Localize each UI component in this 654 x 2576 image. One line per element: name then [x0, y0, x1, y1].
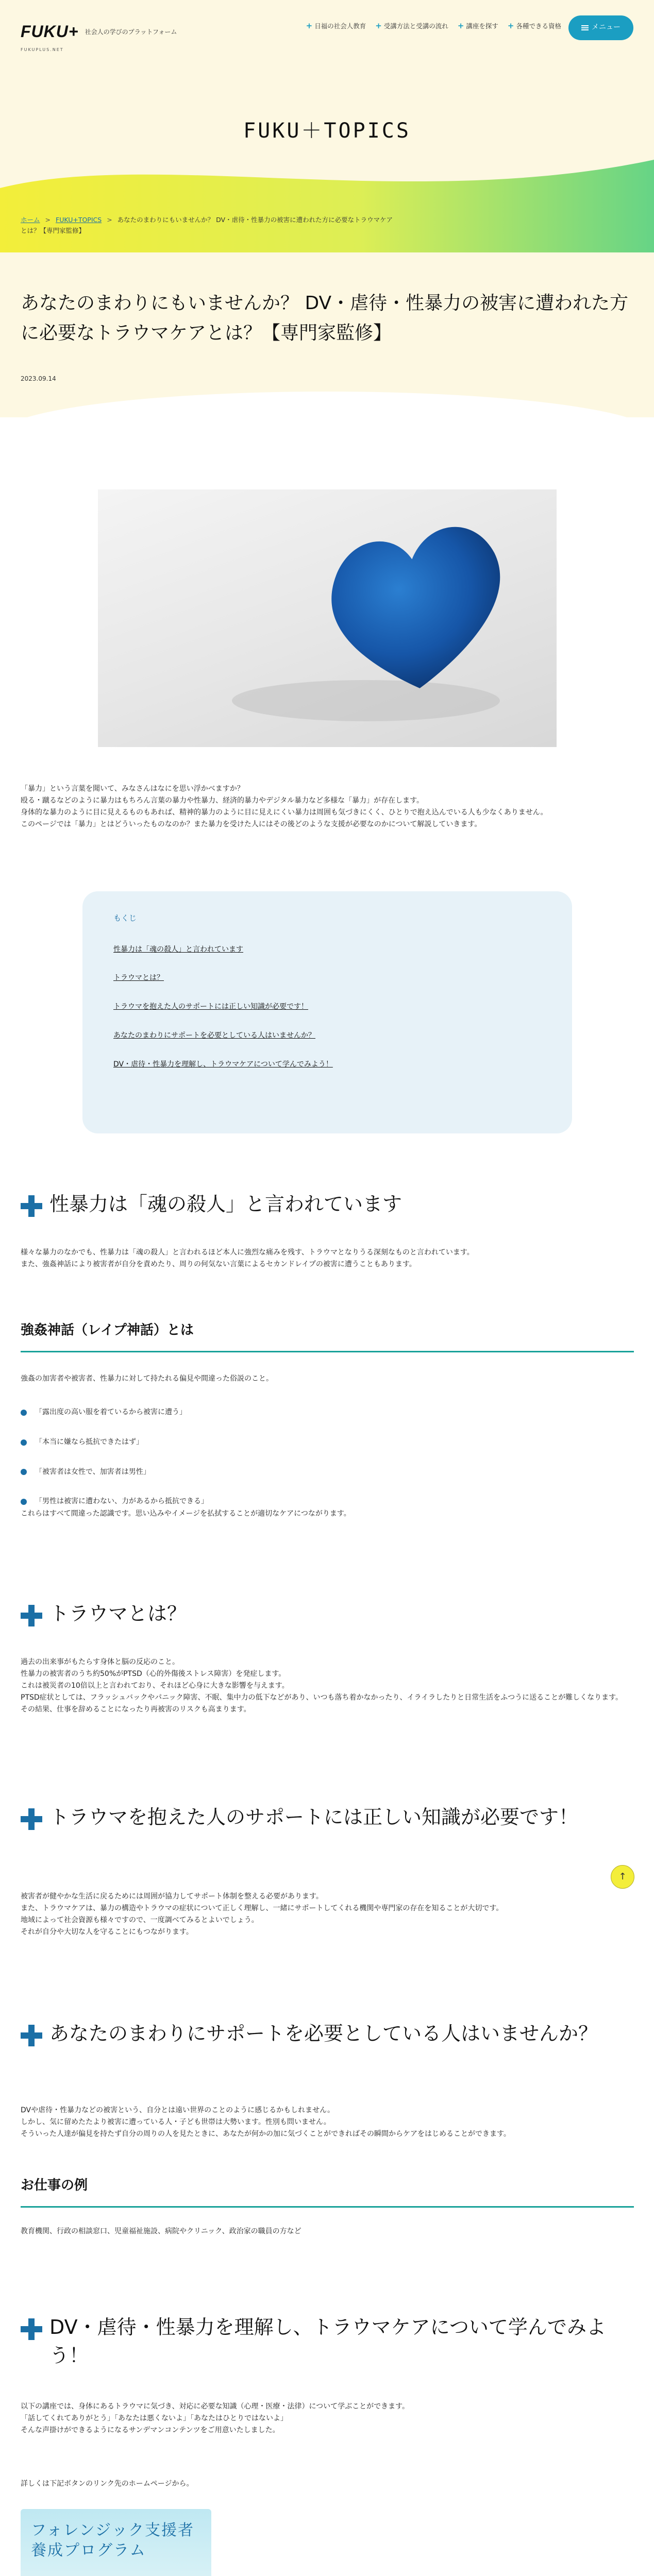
menu-button[interactable] [568, 15, 633, 40]
section-text [21, 1656, 634, 1716]
paragraph: そういった人達が偏見を持たず自分の周りの人を見たときに、あなたが何かの加に気づくことができればその瞬間からケアをはじめることができます。 [21, 2130, 511, 2139]
paragraph: 過去の出来事がもたらす身体と脳の反応のこと。 [21, 1658, 179, 1666]
section-heading-sexual-violence [21, 1190, 634, 1218]
plus-icon [21, 1808, 42, 1830]
plus-icon: + [306, 21, 313, 30]
bullet-icon [21, 1469, 27, 1475]
paragraph: そんな声掛けができるようになるサンデマンコンテンツをご用意いたしました。 [21, 2426, 280, 2435]
nav-item-label: 日福の社会人教育 [314, 22, 366, 30]
nav-item-how-to[interactable] [375, 20, 448, 33]
breadcrumb-current: あなたのまわりにもいませんか？ DV・虐待・性暴力の被害に遭われた方に必要なトラウマケア [117, 216, 393, 224]
image-title-line: フォレンジック支援者 [31, 2521, 194, 2539]
bullet-icon [21, 1499, 27, 1505]
job-examples-text: 教育機関、行政の相談窓口、児童福祉施設、病院やクリニック、政治家の職員の方など [21, 2227, 301, 2235]
course-card-image[interactable] [21, 2509, 211, 2576]
bullet-icon [21, 1410, 27, 1416]
paragraph: PTSD症状としては、フラッシュバックやパニック障害、不眠、集中力の低下などがあり、いつも落ち着かなかったり、イライラしたりと日常生活をふつうに送ることが難しくなります。 [21, 1693, 623, 1702]
site-logo[interactable] [21, 18, 177, 54]
list-item-text: 「露出度の高い服を着ているから被害に遭う」 [35, 1408, 187, 1416]
back-to-top-button[interactable] [611, 1865, 634, 1889]
paragraph: これらはすべて間違った認識です。思い込みやイメージを払拭することが適切なケアにつながります。 [21, 1510, 351, 1518]
section-heading-learn [21, 2313, 634, 2370]
section-text [21, 2401, 634, 2436]
plus-icon: + [375, 21, 382, 30]
intro-line: 身体的な暴力のように目に見えるものもあれば、精神的暴力のように目に見えにくい暴力は周囲も気づきにくく、ひとりで抱え込んでいる人も少なくありません。 [21, 808, 548, 817]
section-text [21, 2105, 634, 2140]
table-of-contents [82, 891, 572, 1133]
section-heading-text: トラウマを抱えた人のサポートには正しい知識が必要です！ [49, 1806, 579, 1828]
nav-item-label: 受講方法と受講の流れ [383, 22, 448, 30]
course-card-image-title [31, 2520, 194, 2561]
logo-subtext: FUKUPLUS.NET [21, 47, 64, 53]
paragraph: 様々な暴力のなかでも、性暴力は「魂の殺人」と言われるほど本人に強烈な痛みを残す、トラウマとなりうる深刻なものと言われています。 [21, 1248, 474, 1257]
paragraph: しかし、気に留めたたより被害に遭っている人・子ども世帯は大勢います。性別も問いません。 [21, 2118, 331, 2127]
section-text [21, 1891, 634, 1938]
paragraph: その結果、仕事を辞めることになったり再被害のリスクも高まります。 [21, 1705, 251, 1714]
section-heading-text: 性暴力は「魂の殺人」と言われています [49, 1193, 403, 1215]
paragraph: また、強姦神話により被害者が自分を責めたり、周りの何気ない言葉によるセカンドレイプの被害に遭うこともあります。 [21, 1260, 416, 1269]
toc-item[interactable]: DV・虐待・性暴力を理解し、トラウマケアについて学んでみよう！ [113, 1060, 333, 1069]
toc-title: もくじ [113, 913, 137, 923]
logo-text: FUKU+ [21, 22, 79, 41]
plus-icon [21, 1195, 42, 1217]
intro-line: 「暴力」という言葉を聞いて、みなさんはなにを思い浮かべますか？ [21, 785, 244, 793]
breadcrumb-current-cont: とは？【専門家監修】 [21, 227, 86, 235]
section-heading-trauma [21, 1600, 634, 1628]
paragraph: 性暴力の被害者のうち約50%がPTSD（心的外傷後ストレス障害）を発症します。 [21, 1670, 286, 1679]
breadcrumb-home[interactable]: ホーム [21, 216, 40, 224]
heart-illustration [98, 489, 557, 747]
nav-item-label: 講座を探す [466, 22, 498, 30]
section-heading-text: トラウマとは？ [49, 1602, 187, 1625]
intro-text [21, 783, 634, 831]
bullet-icon [21, 1439, 27, 1446]
hero [0, 57, 654, 196]
paragraph: 被害者が健やかな生活に戻るためには周囲が協力してサポート体制を整える必要があります。 [21, 1892, 323, 1901]
list-item [21, 1406, 634, 1419]
breadcrumb: ホーム > FUKU+TOPICS > あなたのまわりにもいませんか？ DV・虐待・性暴力の被害に遭われた方に必要なトラウマケア とは？【専門家監修】 [0, 196, 654, 252]
subheading-rape-myth: 強姦神話（レイプ神話）とは [21, 1319, 634, 1352]
toc-item[interactable]: トラウマを抱えた人のサポートには正しい知識が必要です！ [113, 1003, 308, 1011]
list-item [21, 1496, 634, 1508]
plus-icon [21, 1605, 42, 1626]
paragraph: また、トラウマケアは、暴力の構造やトラウマの症状について正しく理解し、一緒にサポートしてくれる機関や専門家の存在を知ることが大切です。 [21, 1904, 504, 1913]
paragraph: DVや虐待・性暴力などの被害という、自分とは遠い世界のことのように感じるかもしれません。 [21, 2106, 334, 2114]
section-heading-text: あなたのまわりにサポートを必要としている人はいませんか？ [49, 2022, 598, 2045]
list-item-text: 「被害者は女性で、加害者は男性」 [35, 1467, 150, 1476]
plus-icon [21, 2025, 42, 2046]
nav-item-qualifications[interactable] [508, 20, 561, 33]
nav-item-label: 各種できる資格 [516, 22, 561, 30]
list-item-text: 「男性は被害に遭わない、力があるから抵抗できる」 [35, 1497, 208, 1506]
paragraph: これは被災者の10倍以上と言われており、それほど心身に大きな影響を与えます。 [21, 1682, 289, 1690]
rape-myth-lead: 強姦の加害者や被害者、性暴力に対して持たれる偏見や間違った俗説のこと。 [21, 1375, 273, 1383]
paragraph: 地域によって社会資源も様々ですので、一度調べてみるとよいでしょう。 [21, 1916, 259, 1925]
site-tagline: 社会人の学びのプラットフォーム [85, 28, 177, 36]
toc-item[interactable]: トラウマとは？ [113, 974, 164, 982]
intro-line: このページでは「暴力」とはどういったものなのか？また暴力を受けた人にはその後どのような支援が必要なのかについて解説していきます。 [21, 820, 482, 829]
article-date: 2023.09.14 [21, 375, 56, 382]
rape-myth-list [21, 1406, 634, 1520]
page-title: FUKU＋TOPICS [243, 119, 411, 143]
breadcrumb-topics[interactable]: FUKU+TOPICS [56, 216, 102, 224]
paragraph: それが自分や大切な人を守ることにもつながります。 [21, 1928, 193, 1937]
main-image-blue-heart [98, 489, 557, 747]
article-title: あなたのまわりにもいませんか？ DV・虐待・性暴力の被害に遭われた方に必要なトラウマケアとは？【専門家監修】 [21, 293, 629, 344]
image-title-line: 養成プログラム [31, 2541, 146, 2560]
site-header [0, 0, 654, 57]
section-heading-people-around-you [21, 2020, 634, 2048]
menu-button-label: メニュー [592, 23, 621, 32]
nav-item-education[interactable] [306, 20, 366, 33]
list-item-text: 「本当に嫌なら抵抗できたはず」 [35, 1437, 143, 1446]
section-text [21, 1247, 634, 1270]
nav-item-courses[interactable] [458, 20, 498, 33]
paragraph: 以下の講座では、身体にあるトラウマに気づき、対応に必要な知識（心理・医療・法律）について学ぶことができます。 [21, 2402, 410, 2411]
section-heading-text: DV・虐待・性暴力を理解し、トラウマケアについて学んでみよう！ [49, 2316, 606, 2367]
arrow-up-icon: ↑ [618, 1871, 627, 1882]
hamburger-icon [581, 25, 589, 30]
plus-icon: + [507, 21, 514, 30]
subheading-job-examples: お仕事の例 [21, 2174, 634, 2208]
list-item [21, 1436, 634, 1449]
plus-icon: + [457, 21, 464, 30]
toc-item[interactable]: あなたのまわりにサポートを必要としている人はいませんか？ [113, 1031, 315, 1040]
global-nav [306, 20, 561, 33]
list-item [21, 1466, 634, 1479]
toc-item[interactable]: 性暴力は「魂の殺人」と言われています [113, 945, 243, 954]
paragraph: 「話してくれてありがとう」「あなたは悪くないよ」「あなたはひとりではないよ」 [21, 2414, 288, 2423]
section-heading-support-knowledge [21, 1803, 634, 1832]
link-note: 詳しくは下記ボタンのリンク先のホームページから。 [21, 2480, 194, 2488]
intro-line: 殴る・蹴るなどのように暴力はもちろん言葉の暴力や性暴力、経済的暴力やデジタル暴力など多様な「暴力」が存在します。 [21, 796, 424, 805]
plus-icon [21, 2318, 42, 2340]
hero-wave-decoration [0, 139, 654, 196]
